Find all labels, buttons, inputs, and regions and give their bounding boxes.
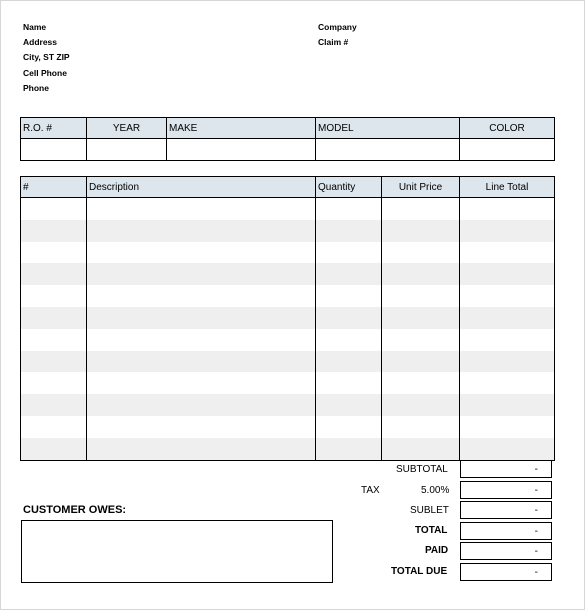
sublet-label: SUBLET	[410, 505, 449, 516]
company-label: Company	[318, 22, 357, 32]
table-cell[interactable]	[316, 438, 382, 460]
table-row	[21, 220, 555, 242]
table-cell[interactable]	[87, 263, 316, 285]
table-cell[interactable]	[87, 372, 316, 394]
table-cell[interactable]	[21, 329, 87, 351]
table-cell[interactable]	[87, 329, 316, 351]
table-cell[interactable]	[382, 242, 460, 264]
tax-value[interactable]: -	[460, 481, 552, 499]
ro-number-header: R.O. #	[21, 118, 87, 139]
table-cell[interactable]	[382, 372, 460, 394]
phone-label: Phone	[23, 82, 49, 93]
table-cell[interactable]	[460, 220, 555, 242]
table-cell[interactable]	[21, 198, 87, 220]
table-cell[interactable]	[21, 351, 87, 373]
table-row	[21, 351, 555, 373]
color-cell[interactable]	[460, 139, 555, 161]
sublet-value[interactable]: -	[460, 501, 552, 519]
table-cell[interactable]	[382, 285, 460, 307]
table-cell[interactable]	[87, 285, 316, 307]
model-cell[interactable]	[316, 139, 460, 161]
color-header: COLOR	[460, 118, 555, 139]
vehicle-table	[20, 117, 555, 161]
table-cell[interactable]	[316, 416, 382, 438]
table-cell[interactable]	[87, 307, 316, 329]
table-cell[interactable]	[87, 351, 316, 373]
customer-info-block	[23, 20, 70, 96]
table-cell[interactable]	[316, 307, 382, 329]
items-header-row	[21, 177, 555, 198]
address-label: Address	[23, 37, 58, 48]
make-header: MAKE	[167, 118, 316, 139]
table-row	[21, 307, 555, 329]
table-cell[interactable]	[382, 351, 460, 373]
model-header: MODEL	[316, 118, 460, 139]
table-cell[interactable]	[460, 198, 555, 220]
tax-label: TAX	[361, 485, 380, 496]
table-cell[interactable]	[316, 198, 382, 220]
table-cell[interactable]	[382, 416, 460, 438]
table-cell[interactable]	[460, 438, 555, 460]
table-cell[interactable]	[382, 263, 460, 285]
subtotal-label: SUBTOTAL	[396, 464, 448, 475]
table-cell[interactable]	[316, 263, 382, 285]
total-value[interactable]: -	[460, 522, 552, 540]
table-cell[interactable]	[21, 394, 87, 416]
paid-value[interactable]: -	[460, 542, 552, 560]
table-row	[21, 372, 555, 394]
table-cell[interactable]	[21, 307, 87, 329]
table-cell[interactable]	[316, 242, 382, 264]
table-cell[interactable]	[460, 351, 555, 373]
table-cell[interactable]	[460, 307, 555, 329]
customer-owes-label: CUSTOMER OWES:	[23, 504, 127, 516]
table-cell[interactable]	[316, 372, 382, 394]
table-cell[interactable]	[382, 198, 460, 220]
city-st-zip-label: City, ST ZIP	[23, 52, 70, 63]
claim-number-label: Claim #	[318, 37, 349, 48]
name-label: Name	[23, 22, 47, 32]
table-cell[interactable]	[382, 394, 460, 416]
table-row	[21, 263, 555, 285]
line-total-header: Line Total	[460, 177, 555, 198]
table-cell[interactable]	[316, 394, 382, 416]
table-row	[21, 394, 555, 416]
description-header: Description	[87, 177, 316, 198]
table-cell[interactable]	[21, 242, 87, 264]
table-cell[interactable]	[382, 220, 460, 242]
total-label: TOTAL	[415, 525, 448, 536]
item-number-header: #	[21, 177, 87, 198]
table-cell[interactable]	[87, 416, 316, 438]
table-cell[interactable]	[87, 198, 316, 220]
unit-price-header: Unit Price	[382, 177, 460, 198]
paid-label: PAID	[425, 545, 449, 556]
year-cell[interactable]	[87, 139, 167, 161]
table-row	[21, 416, 555, 438]
cell-phone-label: Cell Phone	[23, 67, 67, 78]
table-cell[interactable]	[21, 438, 87, 460]
table-row	[21, 438, 555, 460]
table-cell[interactable]	[316, 285, 382, 307]
vehicle-header-row	[21, 118, 555, 139]
table-row	[21, 285, 555, 307]
table-cell[interactable]	[382, 438, 460, 460]
line-items-table	[20, 176, 555, 461]
table-row	[21, 198, 555, 220]
quantity-header: Quantity	[316, 177, 382, 198]
table-cell[interactable]	[21, 220, 87, 242]
table-cell[interactable]	[87, 438, 316, 460]
tax-rate: 5.00%	[421, 485, 450, 496]
table-cell[interactable]	[316, 220, 382, 242]
total-due-label: TOTAL DUE	[391, 566, 448, 577]
table-cell[interactable]	[21, 263, 87, 285]
subtotal-value[interactable]: -	[460, 460, 552, 478]
table-cell[interactable]	[87, 394, 316, 416]
table-cell[interactable]	[460, 416, 555, 438]
ro-number-cell[interactable]	[21, 139, 87, 161]
year-header: YEAR	[87, 118, 167, 139]
table-cell[interactable]	[460, 329, 555, 351]
table-cell[interactable]	[316, 351, 382, 373]
company-info-block	[318, 20, 357, 50]
make-cell[interactable]	[167, 139, 316, 161]
table-cell[interactable]	[87, 242, 316, 264]
table-row	[21, 329, 555, 351]
table-cell[interactable]	[87, 220, 316, 242]
table-cell[interactable]	[21, 372, 87, 394]
table-cell[interactable]	[316, 329, 382, 351]
table-cell[interactable]	[21, 416, 87, 438]
vehicle-entry-row	[21, 139, 555, 161]
table-cell[interactable]	[460, 242, 555, 264]
total-due-value[interactable]: -	[460, 563, 552, 581]
table-cell[interactable]	[21, 285, 87, 307]
table-cell[interactable]	[460, 394, 555, 416]
table-cell[interactable]	[460, 285, 555, 307]
table-row	[21, 242, 555, 264]
table-cell[interactable]	[382, 307, 460, 329]
table-cell[interactable]	[382, 329, 460, 351]
table-cell[interactable]	[460, 372, 555, 394]
customer-owes-box[interactable]	[21, 520, 333, 583]
table-cell[interactable]	[460, 263, 555, 285]
